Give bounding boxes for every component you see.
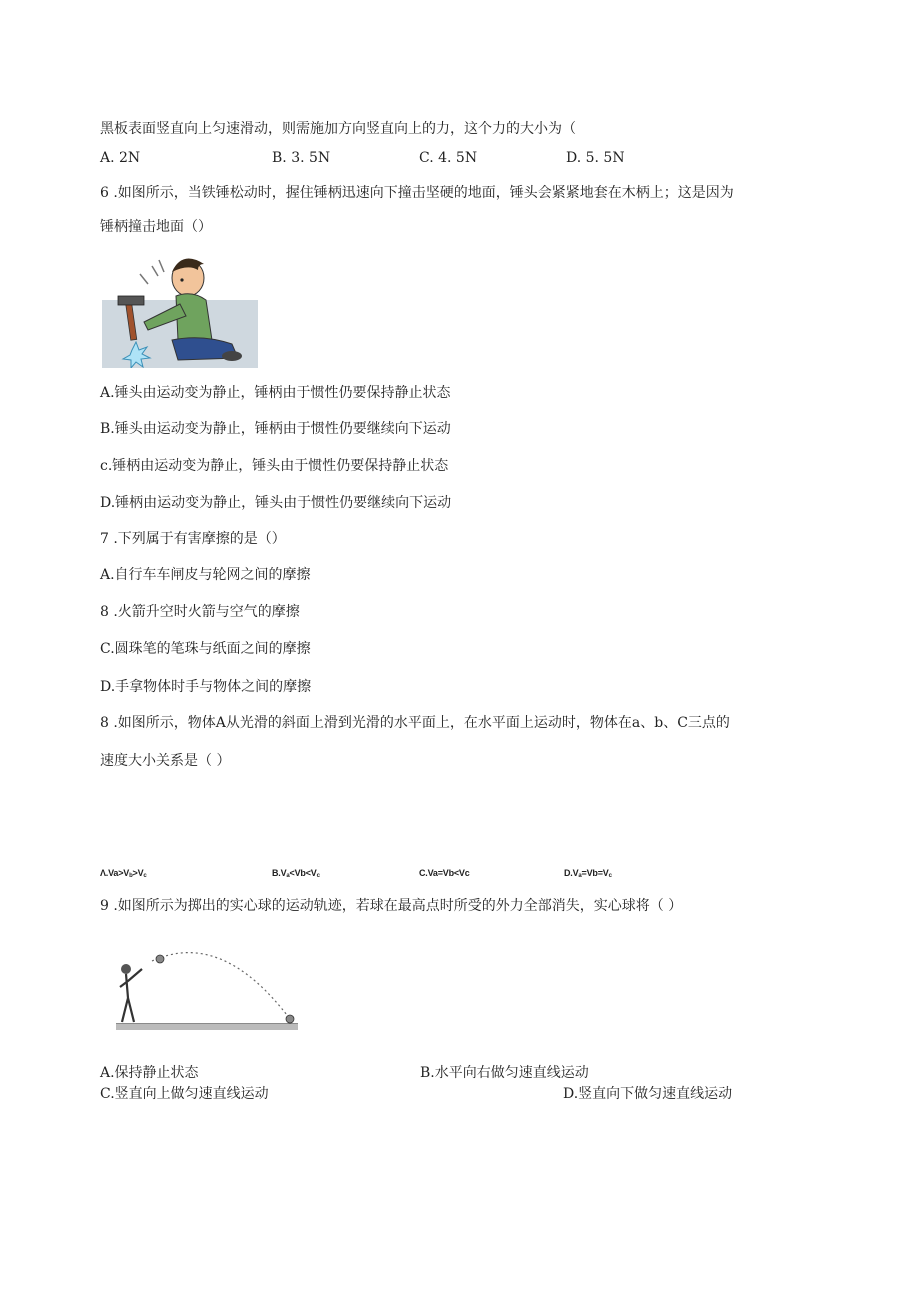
q5-stem: 黑板表面竖直向上匀速滑动，则需施加方向竖直向上的力，这个力的大小为（ [100,121,576,137]
q7-option-b: 8 .火箭升空时火箭与空气的摩擦 [100,604,300,620]
shoe [222,351,242,361]
q8-option-c: C.Va=Vb<Vc [419,868,470,878]
q6-stem-line1: 6 .如图所示，当铁锤松动时，握住锤柄迅速向下撞击坚硬的地面，锤头会紧紧地套在木柄上；这是因为 [100,185,734,201]
q7-option-c: C.圆珠笔的笔珠与纸面之间的摩擦 [100,641,311,657]
q8-stem-line2: 速度大小关系是（ ） [100,753,231,769]
q5-option-c: C. 4. 5N [419,150,478,166]
athlete-head [121,964,131,974]
q7-option-a: A.自行车车闸皮与轮网之间的摩擦 [100,567,311,583]
hammer-head [118,296,144,305]
athlete-body [120,969,142,1022]
trajectory [152,953,290,1019]
q6-option-d: D.锤柄由运动变为静止，锤头由于惯性仍要继续向下运动 [100,495,452,511]
q6-stem-line2: 锤柄撞击地面（） [100,219,212,235]
q8-stem-line1: 8 .如图所示，物体A从光滑的斜面上滑到光滑的水平面上，在水平面上运动时，物体在a、b、C三点的 [100,715,730,731]
motion-lines [140,260,164,284]
q5-option-d: D. 5. 5N [566,150,625,166]
q7-stem: 7 .下列属于有害摩擦的是（） [100,531,286,547]
q9-option-c: C.竖直向上做匀速直线运动 [100,1086,269,1102]
q8-option-b: B.Va<Vb<Vc [272,868,320,879]
q9-option-d: D.竖直向下做匀速直线运动 [563,1086,733,1102]
q9-option-a: A.保持静止状态 [100,1065,199,1081]
q9-stem: 9 .如图所示为掷出的实心球的运动轨迹，若球在最高点时所受的外力全部消失，实心球将（ ） [100,898,683,914]
shirt [176,294,212,343]
ground-hatch [116,1024,298,1030]
q5-option-a: A. 2N [100,150,141,166]
q7-option-d: D.手拿物体时手与物体之间的摩擦 [100,679,312,695]
q9-option-b: B.水平向右做匀速直线运动 [420,1065,589,1081]
q6-option-b: B.锤头由运动变为静止，锤柄由于惯性仍要继续向下运动 [100,421,451,437]
q8-option-a: Λ.Va>Vb>Vc [100,868,147,879]
hammer-figure [102,252,258,368]
shot-put-figure [112,947,300,1035]
q6-option-a: A.锤头由运动变为静止，锤柄由于惯性仍要保持静止状态 [100,385,451,401]
q6-option-c: c.锤柄由运动变为静止，锤头由于惯性仍要保持静止状态 [100,458,449,474]
ball-landed [286,1015,294,1023]
q8-option-d: D.Va=Vb=Vc [564,868,612,879]
ball-mid [156,955,164,963]
q5-option-b: B. 3. 5N [272,150,331,166]
